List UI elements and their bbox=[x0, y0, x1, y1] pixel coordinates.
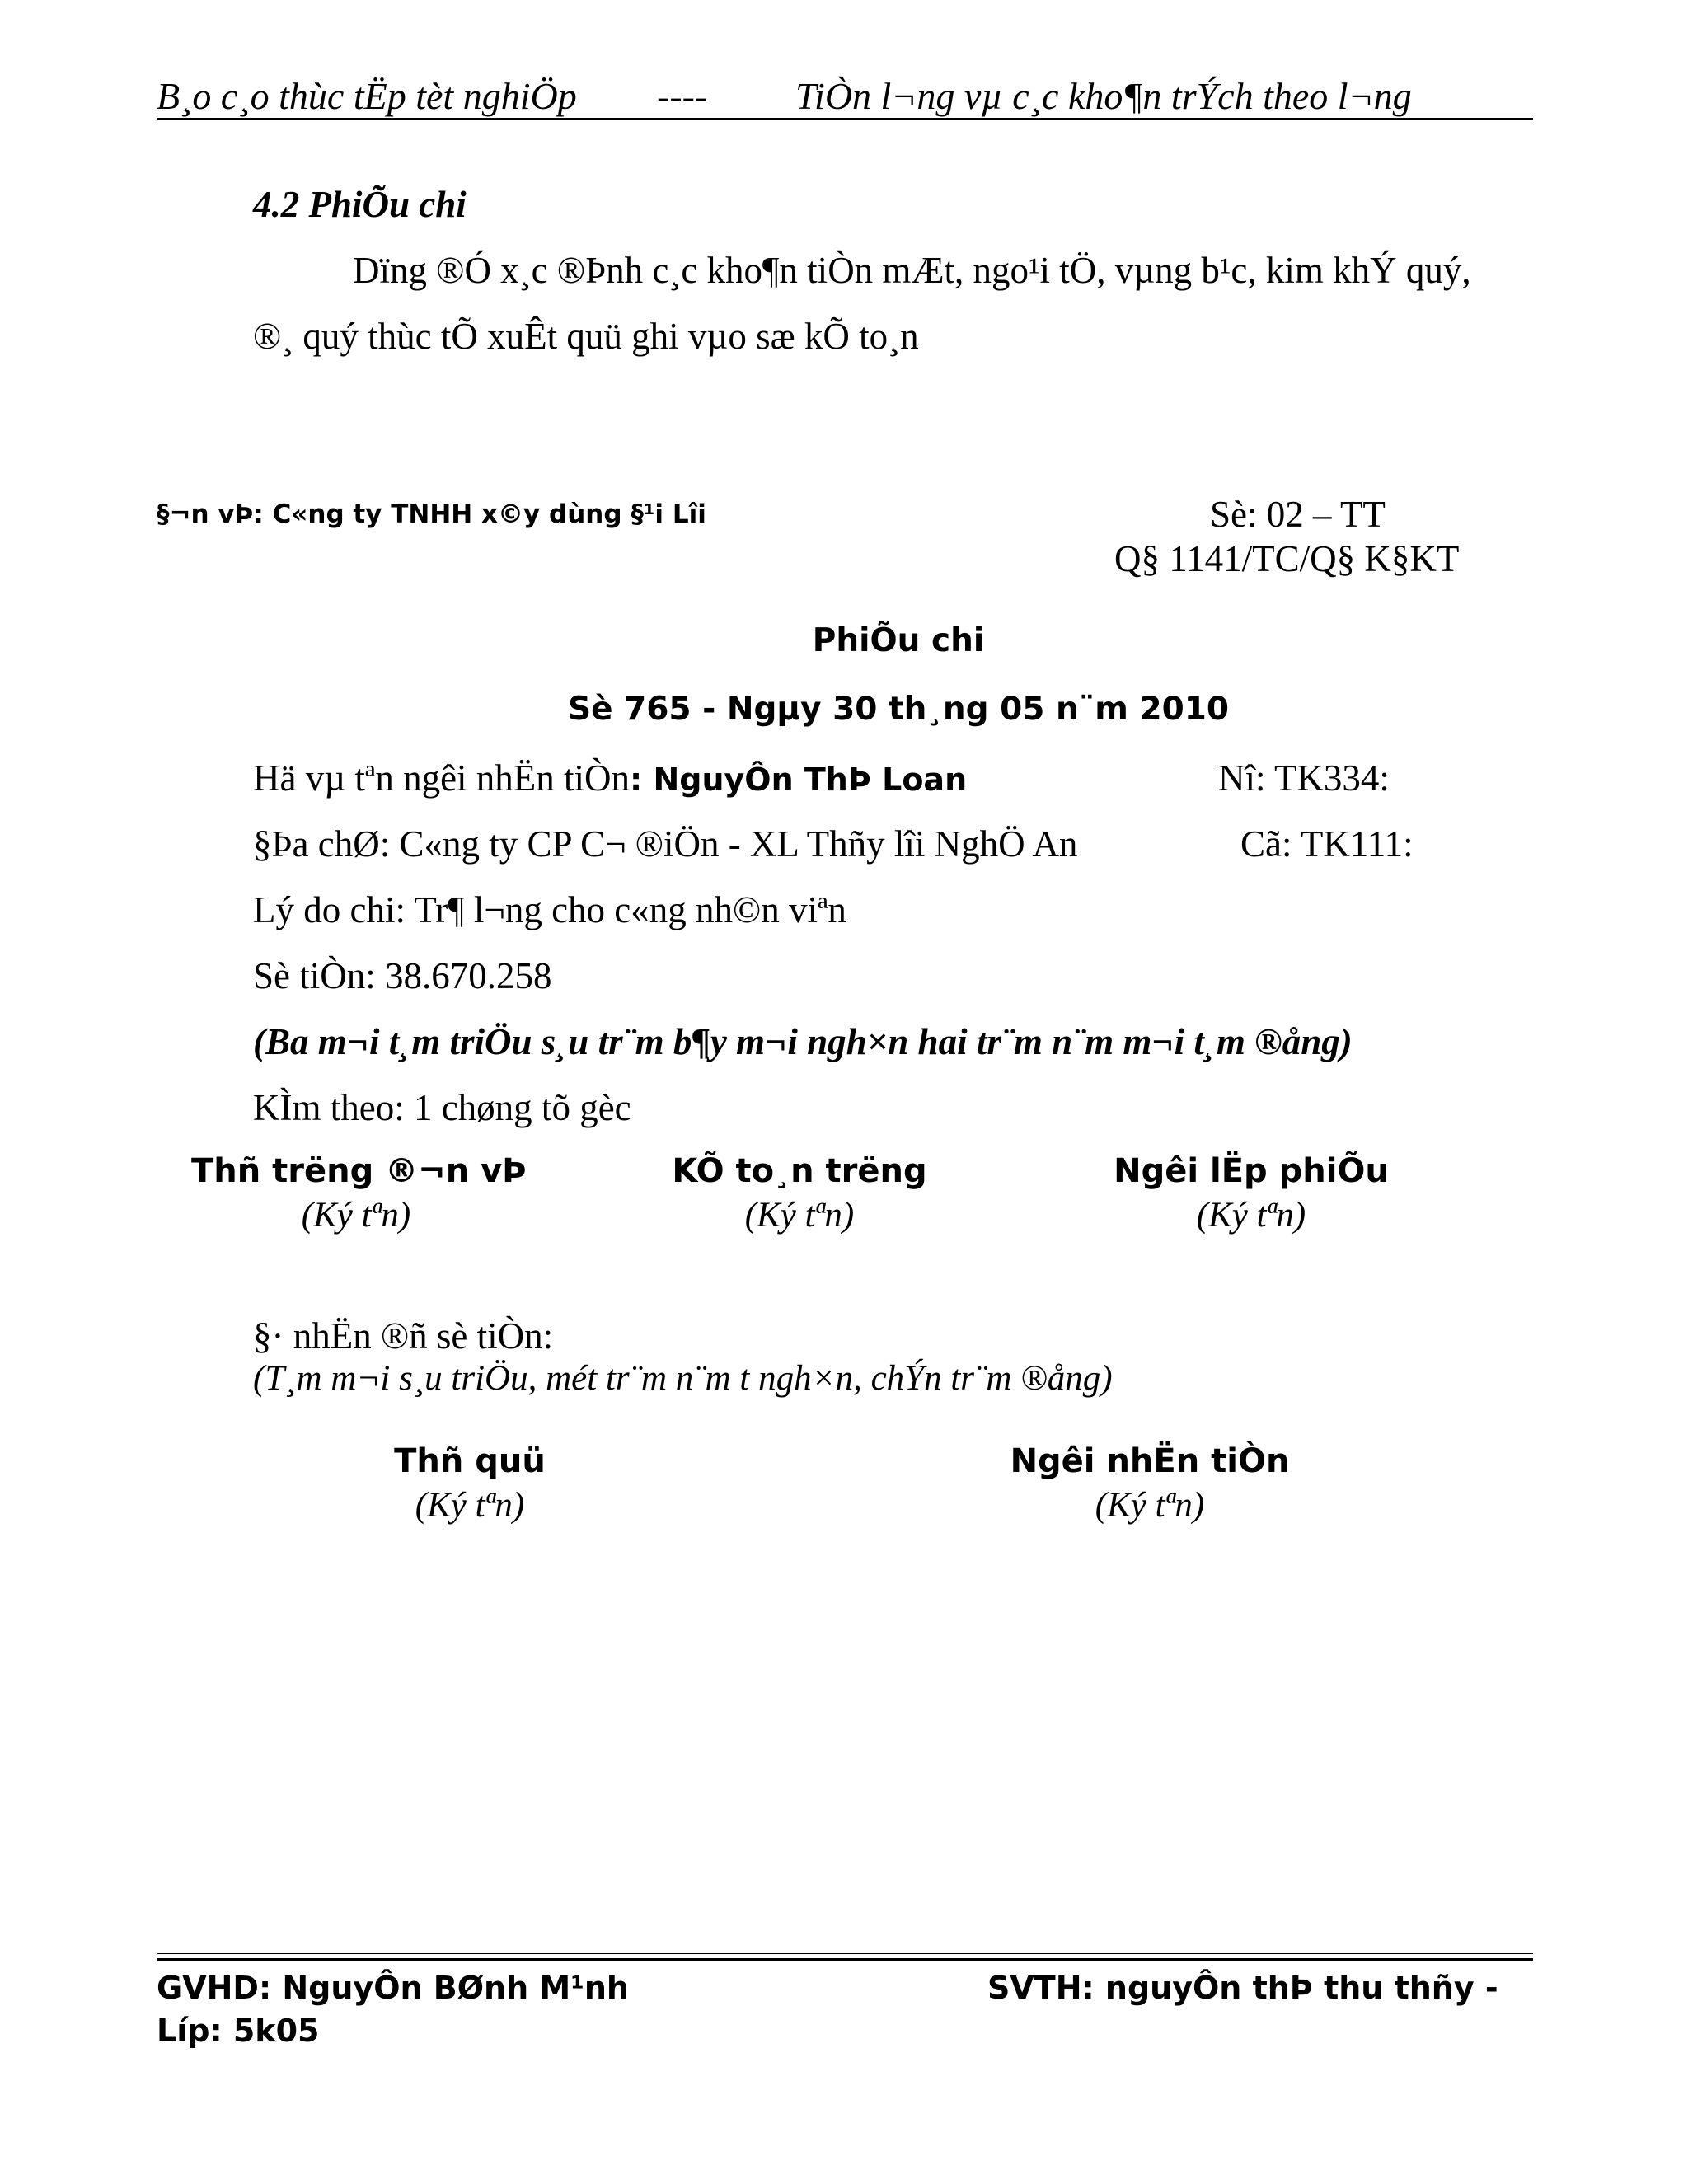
reason-line: Lý do chi: Tr¶ l¬ng cho c«ng nh©n viªn bbox=[253, 889, 846, 930]
address-line: §Þa chØ: C«ng ty CP C¬ ®iÖn - XL Thñy lîi NghÖ An bbox=[253, 823, 1078, 865]
debit-account: Nî: TK334: bbox=[1218, 757, 1390, 799]
header-right: TiÒn l¬ng vµ c¸c kho¶n trÝch theo l¬ng bbox=[795, 75, 1412, 117]
footer-rule-thick bbox=[157, 1958, 1533, 1961]
signature-director bbox=[191, 1152, 527, 1235]
received-amount-words: (T¸m m¬i s¸u triÖu, mét tr¨m n¨m t ngh×n, chÝn tr¨m ®ång) bbox=[253, 1359, 1113, 1398]
header-separator: ---- bbox=[657, 75, 708, 117]
footer-student: SVTH: nguyÔn thÞ thu thñy - bbox=[987, 1970, 1498, 2006]
amount-line: Sè tiÒn: 38.670.258 bbox=[253, 955, 552, 996]
header-left: B¸o c¸o thùc tËp tèt nghiÖp bbox=[157, 75, 577, 117]
credit-account: Cã: TK111: bbox=[1240, 823, 1414, 865]
received-amount-label: §· nhËn ®ñ sè tiÒn: bbox=[253, 1315, 554, 1357]
signature-title: Thñ trëng ®¬n vÞ bbox=[191, 1152, 527, 1190]
header-rule-thick bbox=[157, 118, 1533, 120]
voucher-number-date: Sè 765 - Ngµy 30 th¸ng 05 n¨m 2010 bbox=[567, 691, 1229, 728]
footer-rule-thin bbox=[157, 1953, 1533, 1954]
signature-sub: (Ký tªn) bbox=[301, 1196, 411, 1235]
voucher-title: PhiÕu chi bbox=[812, 622, 985, 659]
signature-recipient bbox=[977, 1442, 1323, 1526]
signature-sub: (Ký tªn) bbox=[415, 1486, 525, 1525]
signature-title: Ngêi nhËn tiÒn bbox=[1010, 1442, 1290, 1480]
signature-title: Thñ quü bbox=[394, 1442, 546, 1480]
signature-cashier bbox=[305, 1442, 635, 1526]
recipient-line bbox=[253, 757, 967, 799]
attached-documents: KÌm theo: 1 chøng tõ gèc bbox=[253, 1087, 631, 1128]
signature-sub: (Ký tªn) bbox=[1095, 1486, 1205, 1525]
footer-class: Líp: 5k05 bbox=[157, 2013, 320, 2049]
form-number: Sè: 02 – TT bbox=[1210, 494, 1386, 535]
section-paragraph-line1: Dïng ®Ó x¸c ®Þnh c¸c kho¶n tiÒn mÆt, ngo¹i tÖ, vµng b¹c, kim khÝ quý, bbox=[353, 250, 1471, 291]
signature-title: Ngêi lËp phiÕu bbox=[1114, 1152, 1389, 1190]
signature-chief-accountant bbox=[635, 1152, 964, 1235]
section-heading: 4.2 PhiÕu chi bbox=[253, 184, 467, 225]
signature-title: KÕ to¸n trëng bbox=[672, 1152, 927, 1190]
signature-sub: (Ký tªn) bbox=[1196, 1196, 1306, 1235]
amount-in-words: (Ba m¬i t¸m triÖu s¸u tr¨m b¶y m¬i ngh×n hai tr¨m n¨m m¬i t¸m ®ång) bbox=[253, 1021, 1353, 1062]
section-paragraph-line2: ®¸ quý thùc tÕ xuÊt quü ghi vµo sæ kÕ to¸n bbox=[253, 316, 919, 357]
signature-sub: (Ký tªn) bbox=[744, 1196, 855, 1235]
recipient-name: : NguyÔn ThÞ Loan bbox=[630, 762, 968, 798]
signature-preparer bbox=[1086, 1152, 1416, 1235]
recipient-label: Hä vµ tªn ngêi nhËn tiÒn bbox=[253, 757, 631, 799]
decision-number: Q§ 1141/TC/Q§ K§KT bbox=[1114, 538, 1460, 579]
footer-advisor: GVHD: NguyÔn BØnh M¹nh bbox=[157, 1970, 629, 2006]
unit-name: §¬n vÞ: C«ng ty TNHH x©y dùng §¹i Lîi bbox=[157, 499, 706, 529]
